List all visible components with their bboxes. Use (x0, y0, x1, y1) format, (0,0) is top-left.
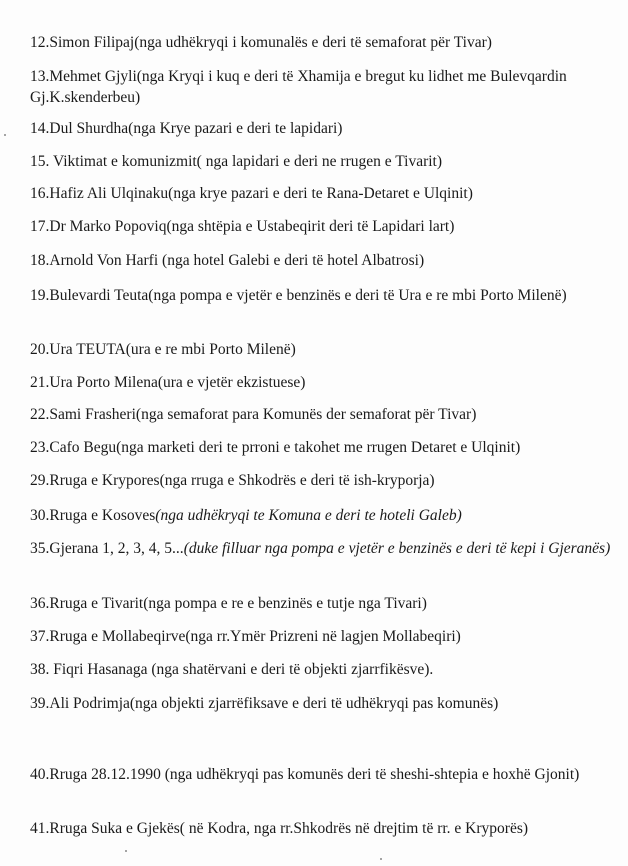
entry-text: 13.Mehmet Gjyli(nga Kryqi i kuq e deri të Xhamija e bregut ku lidhet me Bulevqardin Gj.K.skenderbeu) (30, 68, 567, 106)
entry-text: 14.Dul Shurdha(nga Krye pazari e deri te lapidari) (30, 120, 343, 137)
entry-text: 17.Dr Marko Popoviq(nga shtëpia e Ustabeqirit deri të Lapidari lart) (30, 218, 455, 235)
entry-text: 36.Rruga e Tivarit(nga pompa e re e benzinës e tutje nga Tivari) (30, 595, 427, 612)
entry-text: 29.Rruga e Krypores(nga rruga e Shkodrës e deri të ish-kryporja) (30, 472, 435, 489)
entry-text: 39.Ali Podrimja(nga objekti zjarrëfiksave e deri të udhëkryqi pas komunës) (30, 695, 499, 712)
entry-39 (30, 693, 620, 714)
entry-29 (30, 470, 620, 491)
entry-text: 19.Bulevardi Teuta(nga pompa e vjetër e benzinës e deri të Ura e re mbi Porto Milenë) (30, 287, 567, 304)
entry-18 (30, 250, 620, 271)
entry-text: 12.Simon Filipaj(nga udhëkryqi i komunalës e deri të semaforat për Tivar) (30, 34, 492, 51)
entry-20 (30, 339, 620, 360)
entry-12 (30, 32, 620, 53)
entry-text: 15. Viktimat e komunizmit( nga lapidari e deri ne rrugen e Tivarit) (30, 153, 443, 170)
entry-35 (30, 538, 620, 559)
entry-text: 23.Cafo Begu(nga marketi deri te prroni e takohet me rrugen Detaret e Ulqinit) (30, 439, 521, 456)
entry-text: 16.Hafiz Ali Ulqinaku(nga krye pazari e deri te Rana-Detaret e Ulqinit) (30, 185, 473, 202)
entry-16 (30, 183, 620, 204)
scan-speck (4, 134, 6, 136)
entry-text: 35.Gjerana 1, 2, 3, 4, 5... (30, 540, 184, 557)
entry-21 (30, 372, 620, 393)
entry-text: 41.Rruga Suka e Gjekës( në Kodra, nga rr.Shkodrës në drejtim të rr. e Kryporës) (30, 820, 529, 837)
entry-italic-text: (duke filluar nga pompa e vjetër e benzinës e deri të kepi i Gjeranës) (183, 540, 611, 557)
entry-36 (30, 593, 620, 614)
entry-13 (30, 66, 620, 108)
entry-text: 21.Ura Porto Milena(ura e vjetër ekzistuese) (30, 374, 306, 391)
entry-text: 22.Sami Frasheri(nga semaforat para Komunës der semaforat për Tivar) (30, 406, 477, 423)
entry-italic-text: (nga udhëkryqi te Komuna e deri te hoteli Galeb) (155, 507, 462, 524)
entry-17 (30, 216, 620, 237)
entry-text: 20.Ura TEUTA(ura e re mbi Porto Milenë) (30, 341, 296, 358)
scan-speck (125, 850, 127, 852)
entry-38 (30, 659, 620, 680)
scan-speck (380, 858, 382, 860)
entry-15 (30, 151, 620, 172)
entry-41 (30, 818, 620, 839)
entry-text: 38. Fiqri Hasanaga (nga shatërvani e deri të objekti zjarrfikësve). (30, 661, 434, 678)
entry-23 (30, 437, 620, 458)
entry-30 (30, 505, 620, 526)
entry-text: 30.Rruga e Kosoves (30, 507, 156, 524)
entry-14 (30, 118, 620, 139)
entry-22 (30, 404, 620, 425)
entry-40 (30, 764, 620, 785)
entry-text: 40.Rruga 28.12.1990 (nga udhëkryqi pas komunës deri të sheshi-shtepia e hoxhë Gjonit) (30, 766, 580, 783)
entry-text: 37.Rruga e Mollabeqirve(nga rr.Ymër Prizreni në lagjen Mollabeqiri) (30, 628, 461, 645)
entry-19 (30, 285, 620, 306)
entry-37 (30, 626, 620, 647)
entry-text: 18.Arnold Von Harfi (nga hotel Galebi e deri të hotel Albatrosi) (30, 252, 425, 269)
